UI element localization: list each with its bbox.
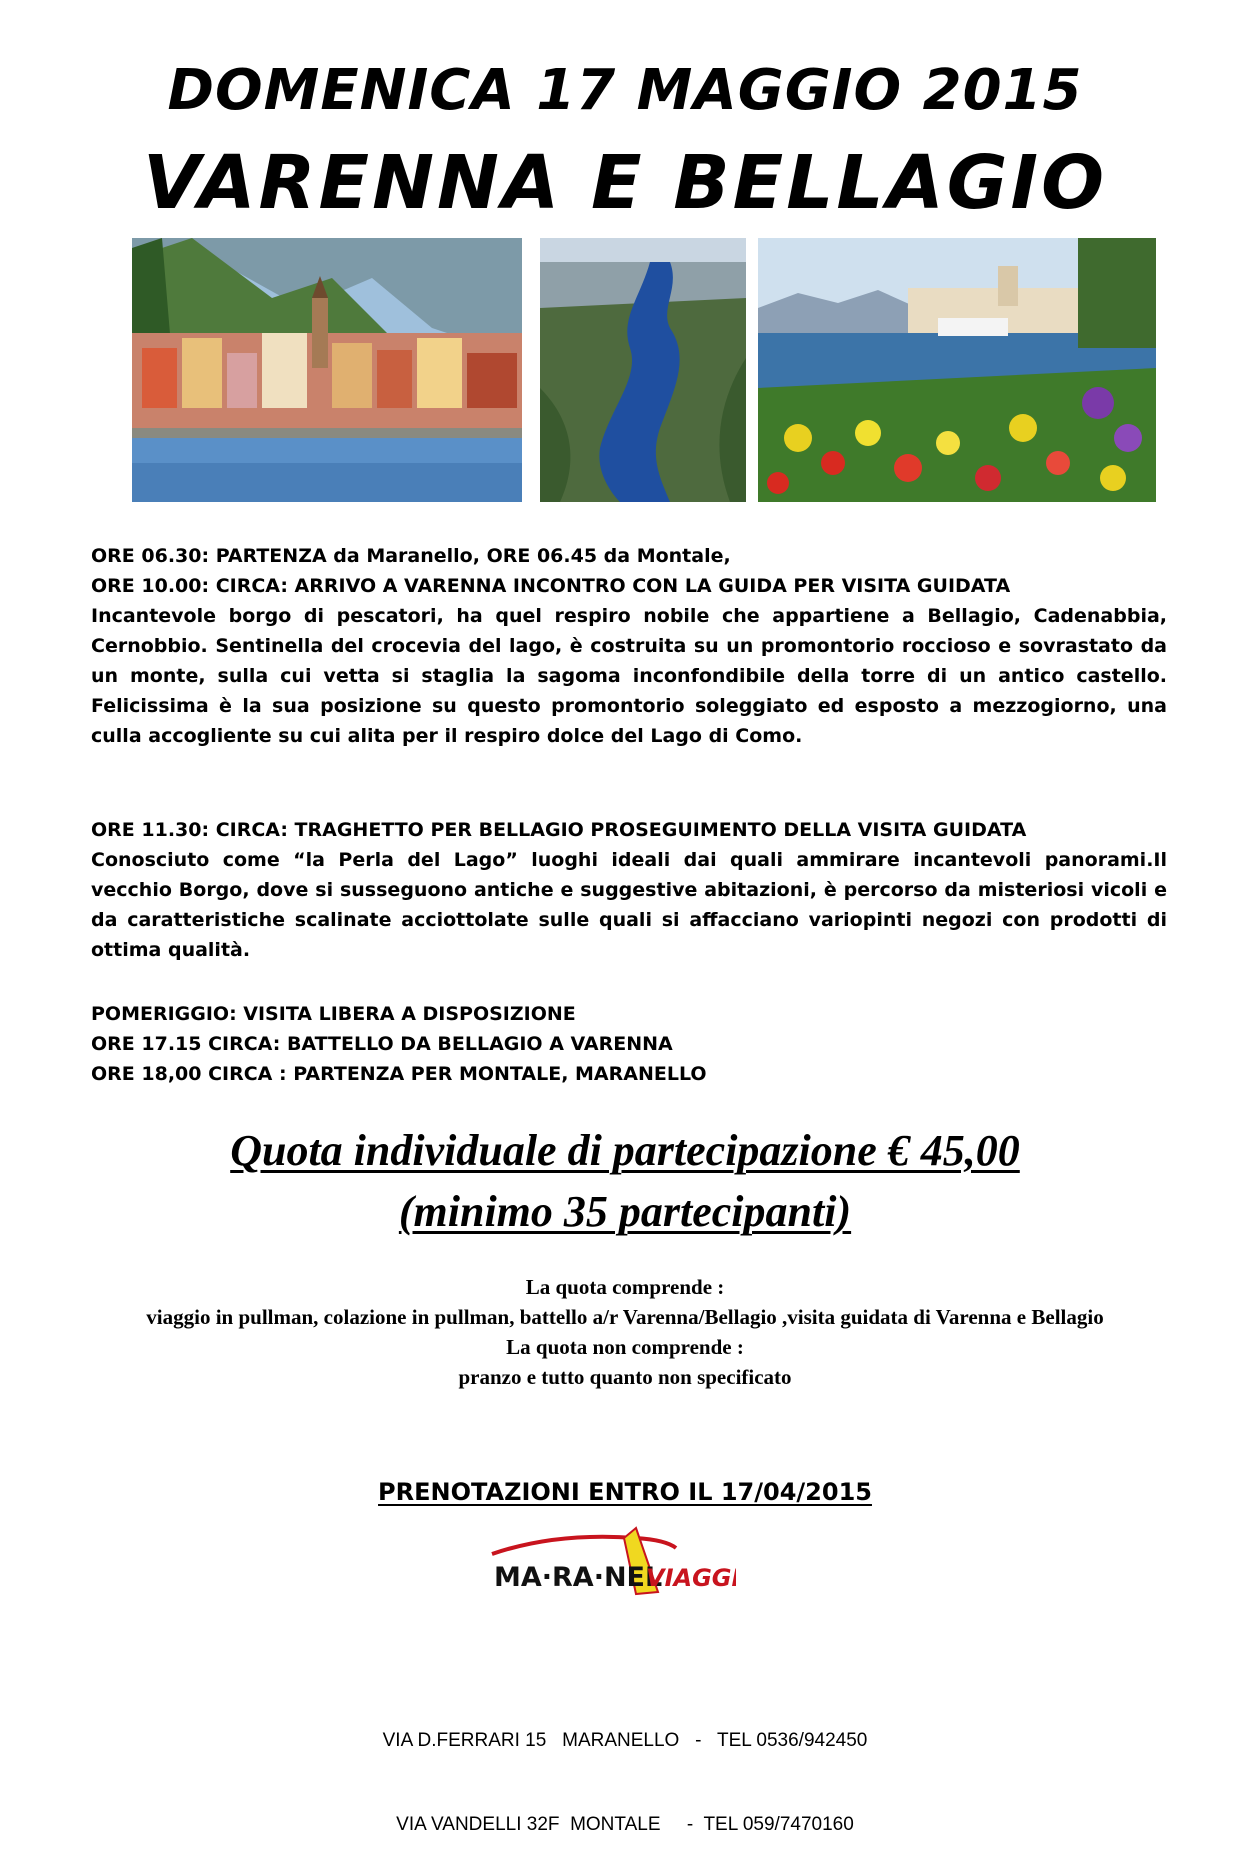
lake-aerial-image (540, 238, 746, 502)
price-minimum-text: (minimo 35 partecipanti) (398, 1187, 852, 1236)
varenna-description: Incantevole borgo di pescatori, ha quel respiro nobile che appartiene a Bellagio, Cadenabbia, Cernobbio. Sentinella del crocevia del lago, è costruita su un promontorio roccioso e sovrastato da un monte, sulla cui vetta si staglia la sagoma inconfondibile della torre di un antico castello. Felicissima è la sua posizione su questo promontorio soleggiato ed esposto a mezzogiorno, una culla accogliente su cui alita per il respiro dolce del Lago di Como. (91, 605, 1167, 747)
photo-varenna (132, 238, 522, 502)
includes-label: La quota comprende : (525, 1275, 725, 1299)
contact-montale: VIA VANDELLI 32F MONTALE - TEL 059/7470160 (396, 1814, 854, 1835)
varenna-image (132, 238, 522, 502)
logo-text-maranel: MA·RA·NEL (494, 1562, 663, 1593)
itinerary-ferry: ORE 11.30: CIRCA: TRAGHETTO PER BELLAGIO PROSEGUIMENTO DELLA VISITA GUIDATA (91, 819, 1027, 841)
header-date: DOMENICA 17 MAGGIO 2015 (167, 58, 1083, 123)
itinerary-bellagio (91, 815, 1167, 965)
contacts (0, 1671, 1250, 1867)
includes-section (30, 1272, 1220, 1392)
contact-maranello: VIA D.FERRARI 15 MARANELLO - TEL 0536/942450 (382, 1730, 868, 1751)
not-includes-text: pranzo e tutto quanto non specificato (458, 1365, 792, 1389)
itinerary-afternoon (91, 999, 1167, 1089)
itinerary-afternoon-free: POMERIGGIO: VISITA LIBERA A DISPOSIZIONE (91, 1003, 576, 1025)
photo-bellagio (758, 238, 1156, 502)
maranel-viaggi-logo (486, 1524, 736, 1604)
itinerary-varenna-arrival: ORE 10.00: CIRCA: ARRIVO A VARENNA INCONTRO CON LA GUIDA PER VISITA GUIDATA (91, 575, 1011, 597)
logo-text-viaggi: VIAGGI (646, 1564, 736, 1592)
logo-graphic (486, 1524, 736, 1604)
itinerary-departure: ORE 06.30: PARTENZA da Maranello, ORE 06.45 da Montale, (91, 545, 731, 567)
itinerary-boat-return: ORE 17.15 CIRCA: BATTELLO DA BELLAGIO A VARENNA (91, 1033, 673, 1055)
bellagio-image (758, 238, 1156, 502)
itinerary-return-departure: ORE 18,00 CIRCA : PARTENZA PER MONTALE, MARANELLO (91, 1063, 707, 1085)
price-quota (0, 1125, 1250, 1176)
photo-lake-aerial (540, 238, 746, 502)
booking-deadline-text: PRENOTAZIONI ENTRO IL 17/04/2015 (378, 1478, 872, 1506)
bellagio-description: Conosciuto come “la Perla del Lago” luoghi ideali dai quali ammirare incantevoli panorami.Il vecchio Borgo, dove si susseguono antiche e suggestive abitazioni, è percorso da misteriosi vicoli e da caratteristiche scalinate acciottolate sulle quali si affacciano variopinti negozi con prodotti di ottima qualità. (91, 849, 1167, 961)
includes-text: viaggio in pullman, colazione in pullman, battello a/r Varenna/Bellagio ,visita guidata di Varenna e Bellagio (146, 1305, 1104, 1329)
price-minimum (0, 1186, 1250, 1237)
header-title: VARENNA E BELLAGIO (143, 140, 1107, 226)
not-includes-label: La quota non comprende : (506, 1335, 744, 1359)
price-quota-text: Quota individuale di partecipazione € 45,00 (230, 1126, 1020, 1175)
booking-deadline (0, 1478, 1250, 1506)
itinerary-morning (91, 541, 1167, 751)
